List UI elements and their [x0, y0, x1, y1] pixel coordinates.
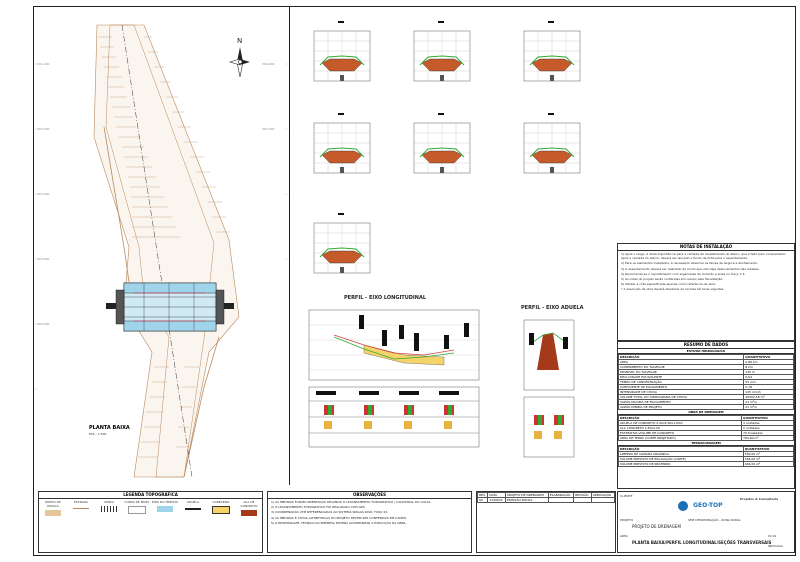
drawing-scale: INDICADA — [768, 544, 783, 548]
summary-cell: 764,00 m³ — [743, 457, 793, 462]
coord-label: 304.000 — [37, 257, 50, 261]
summary-cell: VOLUME TOTAL DO HIDROGRAMA DE CHUVA — [619, 395, 744, 400]
summary-title: RESUMO DE DADOS — [618, 342, 794, 349]
hydro-table — [618, 354, 794, 410]
project-label: PROJETO — [620, 518, 634, 522]
rev-header: DATA — [488, 493, 506, 498]
company-sub: Projetos & Consultoria — [740, 497, 779, 501]
company-logo — [678, 495, 738, 507]
title-block — [617, 491, 795, 553]
summary-cell: QUANTITATIVO — [744, 355, 794, 360]
summary-cell: INTENSIDADE DE CHUVA — [619, 390, 744, 395]
observations-title: OBSERVAÇÕES — [268, 492, 471, 499]
summary-cell: VOLUME PREVISTO DE REATERRO — [619, 462, 744, 467]
rev-header: REVISÃO — [574, 493, 592, 498]
aduela-title: PERFIL - EIXO ADUELA — [521, 305, 584, 311]
summary-cell: 2,86 km — [744, 360, 794, 365]
aduela-profile — [519, 305, 599, 485]
coord-label: 303.000 — [37, 192, 50, 196]
summary-cell: COEFICIENTE DE ESCOAMENTO — [619, 385, 744, 390]
legend-panel — [38, 491, 263, 553]
notes-panel — [617, 243, 795, 341]
sheet-number: 01/01 — [768, 534, 777, 538]
summary-cell: QUANTITATIVO — [743, 447, 793, 452]
rev-header: ELABORAÇÃO — [548, 493, 573, 498]
cross-section-3 — [524, 21, 580, 81]
summary-cell: ADUELA DE CONCRETO 2,50x2,50x1,00m — [619, 421, 742, 426]
coord-label: 307.000 — [262, 127, 275, 131]
summary-cell: DECLIVIDADE EQUIVALENTE — [619, 375, 744, 380]
note-item: 5) As cotas do projeto serão conferidas em campo pela fiscalização. — [621, 277, 724, 282]
longitudinal-drawing — [304, 305, 484, 485]
drain-title: OBRA DE DRENAGEM — [618, 410, 794, 415]
summary-cell: LIMPEZA DE CAMADA ORGÂNICA — [619, 452, 744, 457]
observation-item: 4) AS MEDIDAS E COTAS ALTIMÉTRICAS DO PROJETO DEVEM SER CONFERIDAS EM CAMPO. — [271, 515, 407, 520]
rev-cell: 17/08/21 — [488, 498, 506, 503]
north-arrow-icon — [228, 45, 252, 79]
legend-item: ESTRADA — [67, 500, 95, 526]
observation-item: 5) O RESPONSÁVEL TÉCNICO DA EMPRESA DEVERÁ ACOMPANHAR A EXECUÇÃO DA OBRA. — [271, 520, 407, 525]
summary-row — [619, 405, 794, 410]
revisions-panel — [476, 491, 616, 553]
coord-label: 305.000 — [37, 322, 50, 326]
observation-item: 3) COORDENADAS UTM REFERENCIADAS AO SISTEMA SIRGAS 2000, FUSO 23. — [271, 510, 389, 515]
earth-title: TERRAPLENAGEM — [618, 441, 794, 446]
cross-section-2 — [414, 21, 470, 81]
summary-cell: 904,00 m³ — [743, 462, 793, 467]
rev-header: REV. — [478, 493, 488, 498]
summary-cell: ÁREA — [619, 360, 744, 365]
summary-cell: DESCRIÇÃO — [619, 416, 742, 421]
cross-section-4 — [314, 113, 370, 173]
observation-item: 2) O LEVANTAMENTO TOPOGRÁFICO FOI REALIZADO COM GPS. — [271, 505, 366, 510]
legend-item: CABECEIRA — [207, 500, 235, 526]
summary-cell: 21 m³/s — [744, 405, 794, 410]
summary-cell: 0,18 — [744, 385, 794, 390]
rev-cell — [574, 498, 592, 503]
plan-scale: ESC.: 1:500 — [89, 432, 107, 436]
earth-table — [618, 446, 794, 467]
plan-title: PLANTA BAIXA — [89, 425, 130, 431]
drawing-sheet — [33, 6, 796, 556]
summary-cell: 0,04 — [744, 375, 794, 380]
summary-cell: ESTIMATIVA VOLUME DE CONCRETO — [619, 431, 742, 436]
note-item: 1) Após o rasgo, é dada importância para a camada de revestimento do aterro, que é feito pelo compactador. Após a camada do aterro, deverá ser lançado o fundo de brita para o assentamento. — [621, 252, 787, 261]
summary-cell: 135 m — [744, 370, 794, 375]
company-name: GEO-TOP — [693, 502, 723, 509]
summary-cell: 70 toneladas — [742, 431, 794, 436]
observations-panel — [267, 491, 472, 553]
observation-item: 1) AS MEDIDAS FORAM ORIENTADAS SEGUNDO O LEVANTAMENTO TOPOGRÁFICO / CADASTRAL DO LOCAL. — [271, 500, 432, 504]
summary-cell: DESCRIÇÃO — [619, 355, 744, 360]
rev-header: PROJETO DE DRENAGEM — [506, 493, 549, 498]
summary-cell: 530,00 m² — [743, 452, 793, 457]
longitudinal-profile — [304, 295, 484, 485]
rev-cell — [591, 498, 614, 503]
aduela-drawing — [519, 315, 599, 485]
summary-cell: 46302,58 m³ — [744, 395, 794, 400]
note-item: 6) Utilizar a cota especificada apenas como referência de obra. — [621, 282, 717, 287]
summary-cell: 3 unidades — [742, 421, 794, 426]
drain-table — [618, 415, 794, 441]
legend-item: EIXO DO TRECHO — [151, 500, 179, 526]
summary-cell: 8 km — [744, 365, 794, 370]
summary-cell: 21 m³/s — [744, 400, 794, 405]
rev-cell: 00 — [478, 498, 488, 503]
logo-icon — [678, 501, 688, 511]
cross-sections — [292, 13, 616, 291]
legend-item: CURVA DE NÍVEL — [123, 500, 151, 526]
plan-view — [34, 7, 290, 485]
legend-title: LEGENDA TOPOGRÁFICA — [39, 492, 262, 499]
summary-cell: DESCRIÇÃO — [619, 447, 744, 452]
summary-cell: 2 unidades — [742, 426, 794, 431]
summary-cell: 55 min — [744, 380, 794, 385]
summary-cell: VAZÃO MÁXIMA DE ESCOAMENTO — [619, 400, 744, 405]
subject: PLANTA BAIXA/PERFIL LONGITUDINAL/SEÇÕES TRANSVERSAIS — [632, 540, 772, 545]
summary-row — [619, 436, 794, 441]
longitudinal-title: PERFIL - EIXO LONGITUDINAL — [344, 295, 427, 301]
project-name: PROJETO DE DRENAGEM — [632, 524, 681, 529]
summary-cell: TEMPO DE CONCENTRAÇÃO — [619, 380, 744, 385]
rev-header: APROVAÇÃO — [591, 493, 614, 498]
hydro-title: ESTUDO HIDROLÓGICO — [618, 349, 794, 354]
summary-cell: COMPRIMENTO DO TALVEGUE — [619, 365, 744, 370]
note-footer: * A execução da obra deverá obedecer às normas técnicas vigentes. — [621, 287, 725, 292]
note-item: 2) Para os elementos instalados, é necessário observar as faixas de largura e alinhamento. — [621, 261, 759, 266]
legend-item: CERCA — [95, 500, 123, 526]
cross-section-5 — [414, 113, 470, 173]
summary-row — [619, 462, 794, 467]
project-location: SEM DENOMINAÇÃO - ZONA RURAL — [688, 518, 741, 522]
rev-cell — [548, 498, 573, 503]
revisions-table — [477, 492, 615, 503]
legend-item: PONTO DE ESTACA — [39, 500, 67, 526]
legend-item: ALA DE CONCRETO — [235, 500, 263, 526]
coord-label: 302.000 — [37, 127, 50, 131]
cross-section-6 — [524, 113, 580, 173]
cross-section-drawings — [292, 13, 616, 291]
north-label: N — [237, 37, 243, 45]
rev-cell: EMISSÃO INICIAL — [506, 498, 549, 503]
summary-cell: 764,00 m³ — [742, 436, 794, 441]
cross-section-1 — [314, 21, 370, 81]
summary-cell: DESNÍVEL DO TALVEGUE — [619, 370, 744, 375]
summary-cell: QUANTITATIVO — [742, 416, 794, 421]
summary-cell: VOLUME PREVISTO DE ESCAVAÇÃO (CORTE) — [619, 457, 744, 462]
subject-label: ÁREA — [620, 534, 629, 538]
client-label: CLIENTE — [620, 494, 633, 498]
summary-panel — [617, 341, 795, 489]
legend-item: ADUELA — [179, 500, 207, 526]
summary-cell: ALA CONCRETO 2,50x2,50 — [619, 426, 742, 431]
coord-label: 306.000 — [262, 62, 275, 66]
cross-section-7 — [314, 213, 370, 273]
summary-cell: ÁREA DE TERRA (CORTE PROJETADO) — [619, 436, 742, 441]
coord-label: 301.000 — [37, 62, 50, 66]
note-item: 3) O assentamento deverá ser realizado de modo que não haja deslocamentos das aduelas. — [621, 266, 760, 271]
note-item: 4) Recomenda-se o rejuntamento com argamassa de cimento e areia no traço 1:3. — [621, 271, 746, 276]
summary-cell: 125 mm/h — [744, 390, 794, 395]
summary-cell: VAZÃO MÍNIMA DE PROJETO — [619, 405, 744, 410]
notes-title: NOTAS DE INSTALAÇÃO — [618, 244, 794, 251]
